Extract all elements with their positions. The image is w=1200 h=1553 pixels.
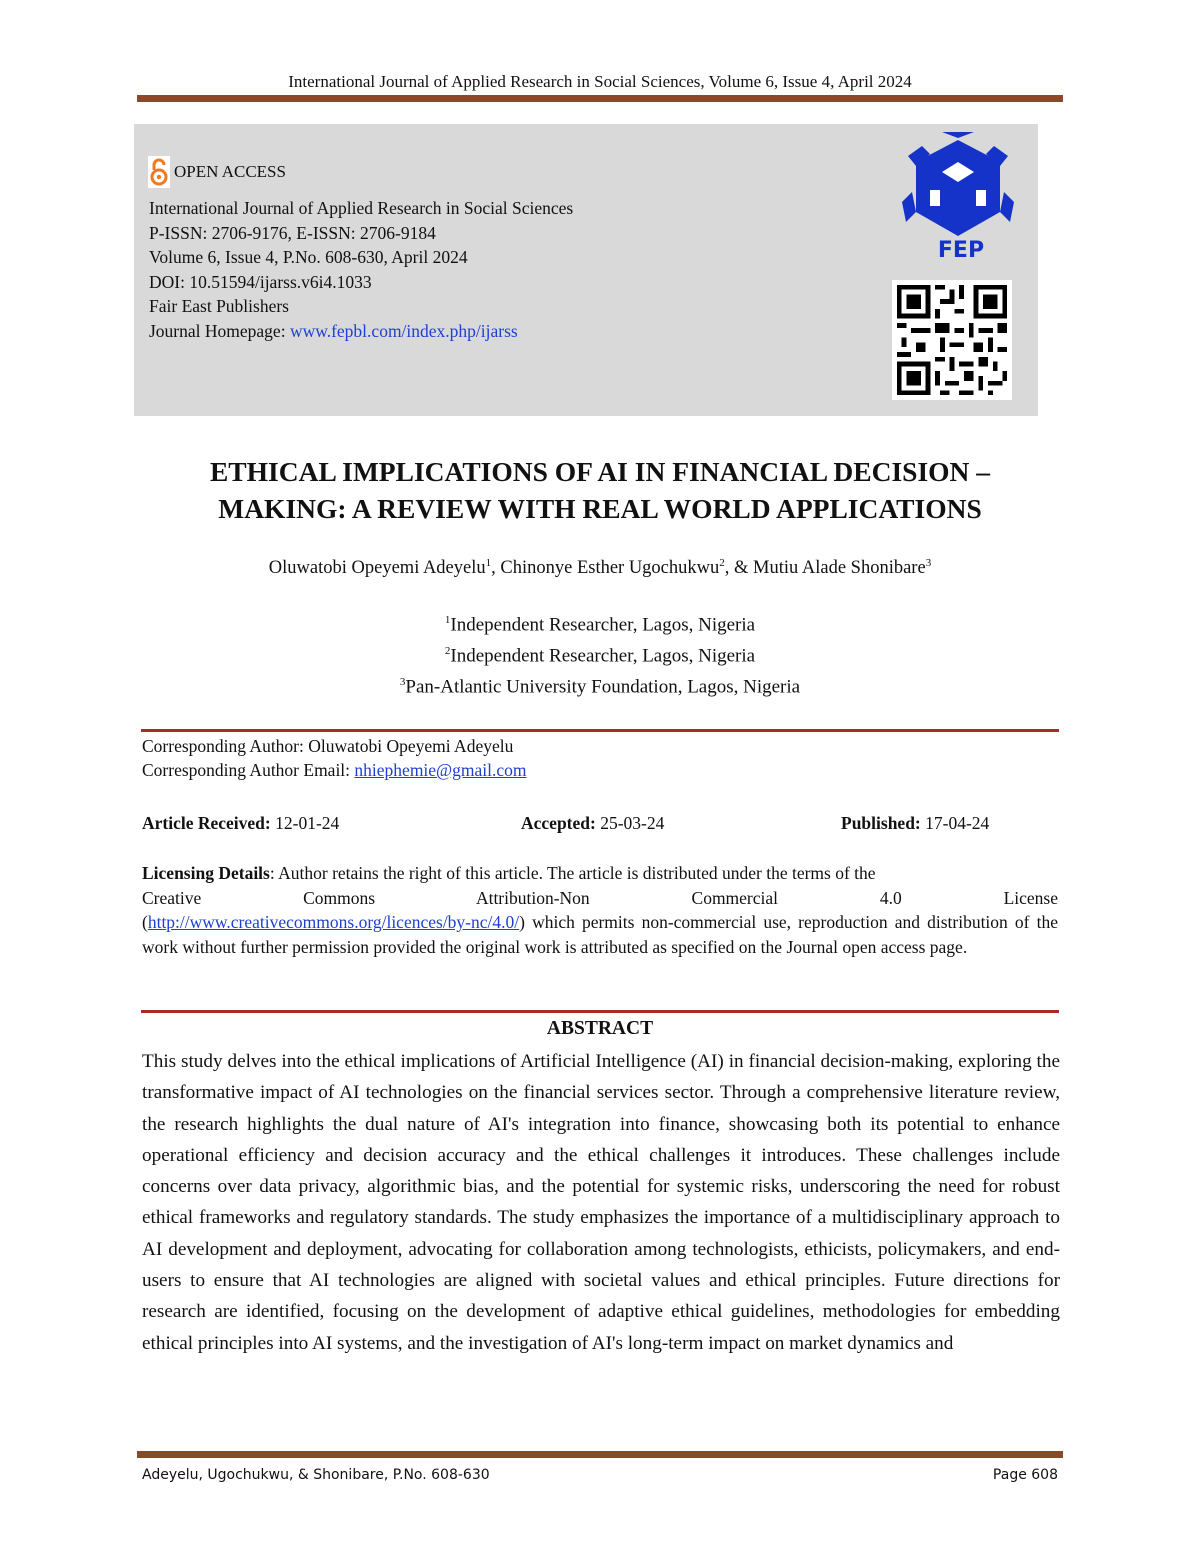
license-link[interactable]: http://www.creativecommons.org/licences/by-nc/4.0/ <box>147 912 520 932</box>
author-name: Oluwatobi Opeyemi Adeyelu <box>268 558 486 579</box>
journal-details <box>149 196 573 344</box>
published-date <box>841 813 989 834</box>
page-number: Page 608 <box>992 1467 1058 1483</box>
journal-info-box <box>134 124 1038 416</box>
affiliation-text: Pan-Atlantic University Foundation, Lagos, Nigeria <box>405 676 801 698</box>
paren-open: ( <box>142 912 148 932</box>
paper-title-line-1: ETHICAL IMPLICATIONS OF AI IN FINANCIAL DECISION – <box>209 456 991 487</box>
fep-logo-text: FEP <box>937 238 985 263</box>
author-separator: , <box>491 558 501 579</box>
licensing-details <box>142 861 1058 959</box>
published-value: 17-04-24 <box>925 813 990 833</box>
homepage-label: Journal Homepage: <box>149 320 290 341</box>
author-affil-mark: 2 <box>719 557 725 569</box>
paper-title-line-2: MAKING: A REVIEW WITH REAL WORLD APPLICATIONS <box>218 493 982 524</box>
affiliation-text: Independent Researcher, Lagos, Nigeria <box>450 614 756 636</box>
corresponding-author: Corresponding Author: Oluwatobi Opeyemi Adeyelu <box>142 736 514 756</box>
issn: P-ISSN: 2706-9176, E-ISSN: 2706-9184 <box>149 222 436 243</box>
publisher: Fair East Publishers <box>149 296 289 317</box>
running-head: International Journal of Applied Research in Social Sciences, Volume 6, Issue 4, April 2024 <box>288 72 912 91</box>
licensing-rest: ) which permits non-commercial use, reproduction and distribution of the work without further permission provided the original work is attributed as specified on the Journal open access page. <box>142 912 1058 957</box>
author-name: Mutiu Alade Shonibare <box>753 558 926 579</box>
open-access-icon <box>148 156 170 188</box>
affiliation <box>0 676 1200 698</box>
paper-title <box>100 453 1100 527</box>
author-separator: , & <box>724 558 754 579</box>
author-list <box>0 557 1200 579</box>
licensing-line-1-text: : Author retains the right of this article. The article is distributed under the terms of the <box>269 863 876 883</box>
volume-issue: Volume 6, Issue 4, P.No. 608-630, April 2024 <box>149 247 468 268</box>
corresponding-email-line <box>142 760 527 781</box>
received-value: 12-01-24 <box>275 813 340 833</box>
homepage-line <box>149 319 573 344</box>
qr-code-icon[interactable] <box>892 280 1012 400</box>
homepage-link[interactable]: www.fepbl.com/index.php/ijarss <box>289 320 518 341</box>
received-label: Article Received: <box>142 813 271 833</box>
open-access-row <box>148 156 286 188</box>
email-label: Corresponding Author Email: <box>142 760 355 780</box>
accepted-date <box>521 813 664 834</box>
email-link[interactable]: nhiephemie@gmail.com <box>354 760 527 780</box>
received-date <box>142 813 339 834</box>
journal-name: International Journal of Applied Research in Social Sciences <box>149 198 574 218</box>
footer-rule <box>137 1451 1063 1458</box>
licensing-body <box>142 910 1058 959</box>
author-affil-mark: 3 <box>925 557 932 569</box>
open-access-label: OPEN ACCESS <box>174 162 286 181</box>
licensing-line-1 <box>142 861 1058 886</box>
affiliation-text: Independent Researcher, Lagos, Nigeria <box>450 645 756 667</box>
author-affil-mark: 1 <box>485 557 492 569</box>
doi: DOI: 10.51594/ijarss.v6i4.1033 <box>149 271 372 292</box>
footer-citation: Adeyelu, Ugochukwu, & Shonibare, P.No. 608-630 <box>142 1467 490 1483</box>
accepted-value: 25-03-24 <box>600 813 665 833</box>
licensing-line-2: Creative Commons Attribution-Non Commercial 4.0 License <box>142 887 1058 908</box>
affiliation-mark: 1 <box>444 614 451 626</box>
author-name: Chinonye Esther Ugochukwu <box>500 558 720 579</box>
affiliation-mark: 3 <box>399 676 406 688</box>
affiliation-mark: 2 <box>444 645 451 657</box>
section-divider <box>141 1010 1059 1013</box>
accepted-label: Accepted: <box>521 813 596 833</box>
abstract-text: This study delves into the ethical implications of Artificial Intelligence (AI) in financial decision-making, exploring the transformative impact of AI technologies on the financial services sector. Through a comprehensive literature review, the research highlights the dual nature of AI's integration into finance, showcasing both its potential to enhance operational efficiency and decision accuracy and the ethical challenges it introduces. These challenges include concerns over data privacy, algorithmic bias, and the potential for systemic risks, underscoring the need for robust ethical frameworks and regulatory standards. The study emphasizes the importance of a multidisciplinary approach to AI development and deployment, advocating for collaboration among technologists, ethicists, policymakers, and end-users to ensure that AI technologies are aligned with societal values and ethical principles. Future directions for research are identified, focusing on the development of adaptive ethical guidelines, methodologies for embedding ethical principles into AI systems, and the investigation of AI's long-term impact on market dynamics and <box>142 1051 1060 1354</box>
abstract-heading: ABSTRACT <box>546 1018 654 1039</box>
affiliation <box>0 645 1200 667</box>
section-divider <box>141 729 1059 732</box>
header-rule <box>137 95 1063 102</box>
published-label: Published: <box>841 813 921 833</box>
affiliation <box>0 614 1200 636</box>
licensing-label: Licensing Details <box>142 863 270 883</box>
